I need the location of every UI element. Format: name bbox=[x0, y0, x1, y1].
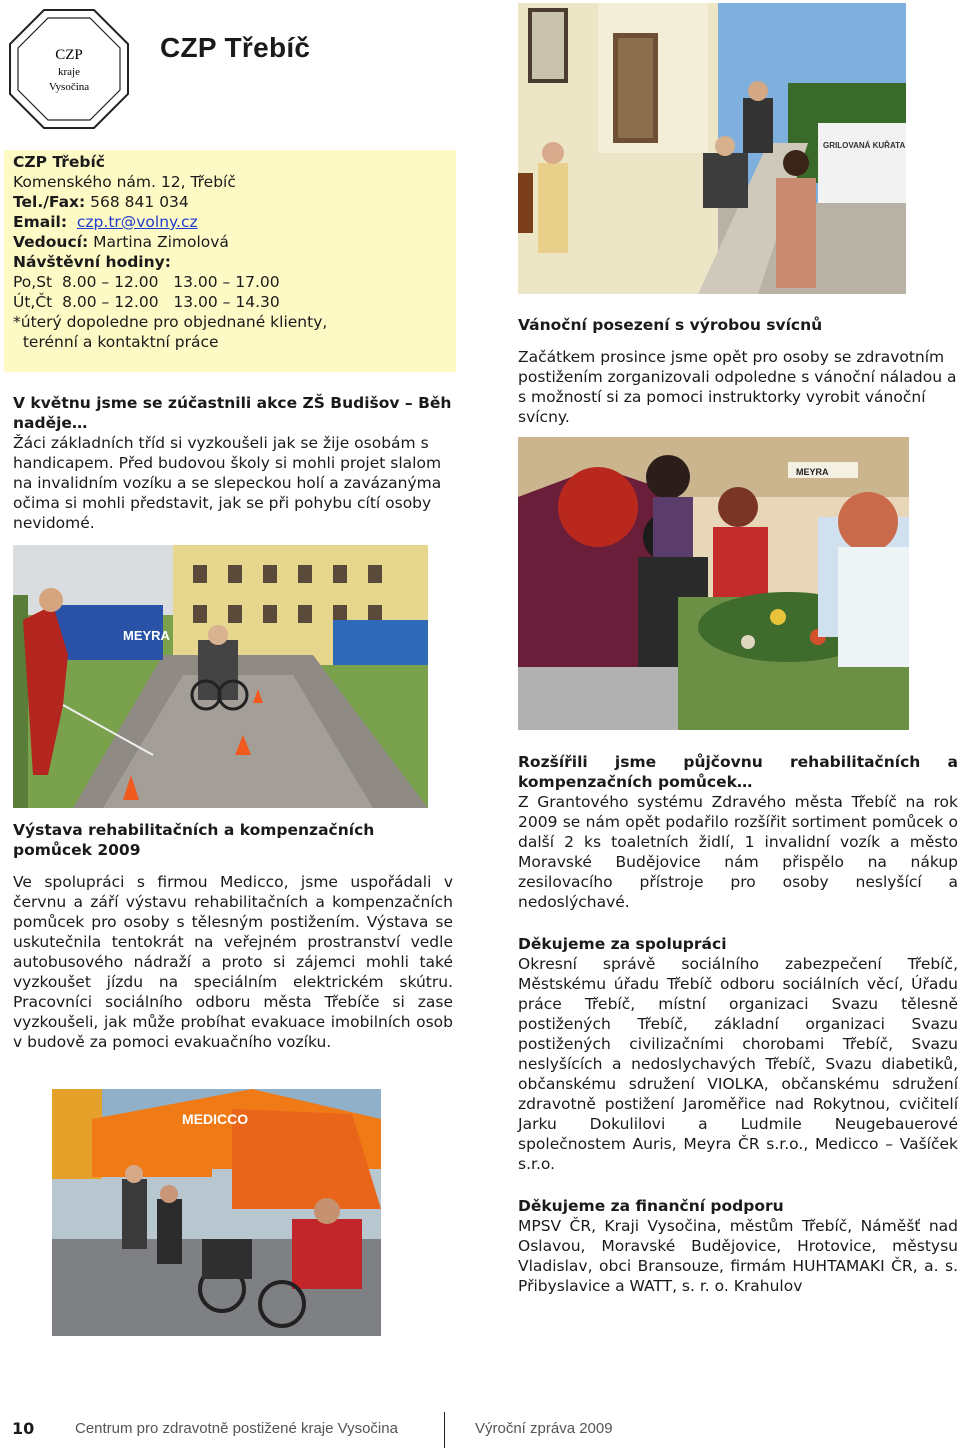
hours-line-1: Po,St 8.00 – 12.00 13.00 – 17.00 bbox=[13, 273, 280, 291]
photo-evacuation-chair bbox=[518, 3, 906, 294]
vanoce-heading: Vánoční posezení s výrobou svícnů bbox=[518, 316, 823, 334]
photo-christmas-workshop bbox=[518, 437, 909, 730]
vystava-section bbox=[13, 820, 453, 1052]
banner-text: MEYRA bbox=[796, 467, 829, 477]
footer-report-title: Výroční zpráva 2009 bbox=[475, 1420, 613, 1437]
footer-organization: Centrum pro zdravotně postižené kraje Vysočina bbox=[75, 1420, 398, 1437]
phone-value: 568 841 034 bbox=[90, 193, 189, 211]
pujcovna-section bbox=[518, 752, 958, 912]
thanks-cooperation-heading: Děkujeme za spolupráci bbox=[518, 935, 727, 953]
budisov-heading: V květnu jsme se zúčastnili akce ZŠ Budišov – Běh naděje… bbox=[13, 394, 452, 432]
email-label: Email: bbox=[13, 213, 68, 231]
note-line-2: terénní a kontaktní práce bbox=[13, 333, 219, 351]
email-link[interactable]: czp.tr@volny.cz bbox=[76, 213, 198, 231]
logo-line-2: kraje bbox=[58, 66, 80, 78]
thanks-cooperation-section bbox=[518, 934, 958, 1174]
note-line-1: *úterý dopoledne pro objednané klienty, bbox=[13, 313, 328, 331]
hours-label: Návštěvní hodiny: bbox=[13, 253, 171, 271]
contact-box bbox=[4, 150, 456, 372]
thanks-funding-section bbox=[518, 1196, 958, 1296]
contact-name: CZP Třebíč bbox=[13, 153, 105, 171]
hours-line-2: Út,Čt 8.00 – 12.00 13.00 – 14.30 bbox=[13, 293, 280, 311]
photo-slalom bbox=[13, 545, 428, 808]
photo-exhibition-tent bbox=[52, 1089, 381, 1336]
van-text: GRILOVANÁ KUŘATA bbox=[823, 141, 906, 150]
vanoce-body: Začátkem prosince jsme opět pro osoby se zdravotním postižením zorganizovali odpoledne s vánoční náladou a s možností si za pomoci instruktorky vyrobit vánoční svícny. bbox=[518, 348, 957, 426]
pujcovna-body: Z Grantového systému Zdravého města Třebíč na rok 2009 se nám opět podařilo rozšířit sortiment pomůcek o další 2 ks toaletních židlí, 1 invalidní vozík a město Moravské Budějovice nám přispělo na nákup zesilovacího přístroje pro osoby neslyšící a nedoslýchavé. bbox=[518, 793, 958, 911]
tent-sign: MEDICCO bbox=[182, 1111, 249, 1127]
budisov-body: Žáci základních tříd si vyzkoušeli jak se žije osobám s handicapem. Před budovou školy si mohli projet slalom na invalidním vozíku a se slepeckou holí a zavázanýma očima si mohli představit, jak se při pohybu cítí osoby nevidomé. bbox=[13, 434, 442, 532]
logo-line-1: CZP bbox=[55, 47, 83, 63]
vystava-heading: Výstava rehabilitačních a kompenzačních pomůcek 2009 bbox=[13, 821, 375, 859]
thanks-cooperation-body: Okresní správě sociálního zabezpečení Třebíč, Městskému úřadu Třebíč odboru sociálních věcí, Úřadu práce Třebíč, místní organizaci Svazu tělesně postižených Třebíč, základní organizaci Svazu postižených civilizačními chorobami Třebíč, Svazu neslyšících a nedoslychavých Třebíč, Svazu diabetiků, občanskému sdružení VIOLKA, občanskému sdružení zdravotně postižení Jaroměřice nad Rokytnou, cvičitelí Jarku Dokulilovi a Ludmile Neugebauerové společnostem Auris, Meyra ČR s.r.o., Medicco – Vašíček s.r.o. bbox=[518, 955, 958, 1173]
contact-address: Komenského nám. 12, Třebíč bbox=[13, 173, 236, 191]
vanoce-section bbox=[518, 315, 958, 427]
organization-logo bbox=[8, 8, 130, 130]
page-number: 10 bbox=[12, 1419, 35, 1438]
vystava-body: Ve spolupráci s firmou Medicco, jsme uspořádali v červnu a září výstavu rehabilitačních a kompenzačních pomůcek pro osoby s tělesným postižením. Výstava se uskutečnila tentokrát na veřejném prostranství vedle autobusového nádraží a proto si zájemci mohli také vyzkoušet jízdu na speciálním elektrickém skútru. Pracovníci sociálního odboru města Třebíče si zase vyzkoušeli, jak může probíhat evakuace imobilních osob v budově za pomoci evakuačního vozíku. bbox=[13, 873, 453, 1051]
head-label: Vedoucí: bbox=[13, 233, 89, 251]
pujcovna-heading: Rozšířili jsme půjčovnu rehabilitačních a kompenzačních pomůcek… bbox=[518, 753, 958, 791]
thanks-funding-body: MPSV ČR, Kraji Vysočina, městům Třebíč, Náměšť nad Oslavou, Moravské Budějovice, Hrotovice, městysu Vladislav, obci Bransouze, firmám HUHTAMAKI ČR, a. s. Přibyslavice a WATT, s. r. o. Krahulov bbox=[518, 1217, 958, 1295]
van-sign: MEYRA bbox=[123, 628, 170, 643]
budisov-section bbox=[13, 393, 453, 533]
page-title: CZP Třebíč bbox=[160, 32, 311, 63]
thanks-funding-heading: Děkujeme za finanční podporu bbox=[518, 1197, 784, 1215]
phone-label: Tel./Fax: bbox=[13, 193, 86, 211]
head-value: Martina Zimolová bbox=[93, 233, 229, 251]
footer-divider bbox=[444, 1412, 445, 1448]
logo-line-3: Vysočina bbox=[48, 81, 90, 93]
